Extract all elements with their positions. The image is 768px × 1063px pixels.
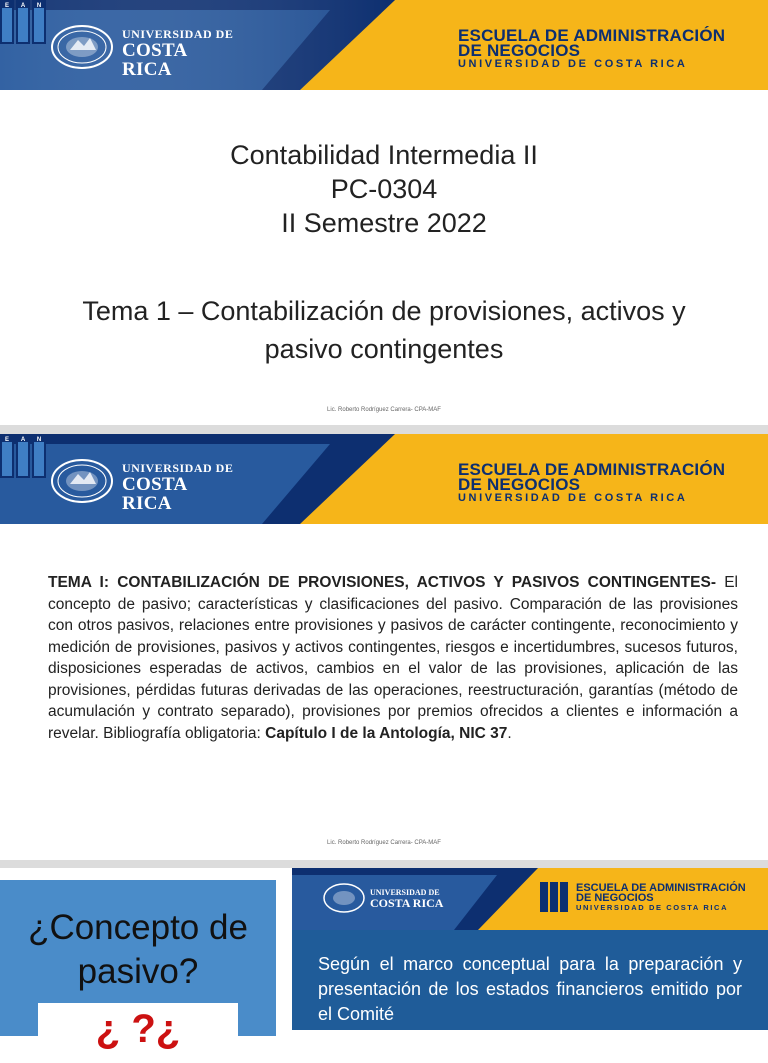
ean-line2: DE NEGOCIOS: [458, 41, 581, 60]
ean-line3: UNIVERSIDAD DE COSTA RICA: [458, 492, 688, 504]
header-banner-small: [292, 868, 768, 930]
question-line2: pasivo?: [77, 952, 199, 991]
ean-line1-small: ESCUELA DE ADMINISTRACIÓN: [576, 882, 746, 894]
ucr-line2-small: COSTA RICA: [370, 896, 444, 910]
ean-line2-small: DE NEGOCIOS: [576, 892, 654, 904]
ucr-logo: [50, 458, 240, 514]
definition-panel: [292, 930, 768, 1030]
slide-liability-concept: [0, 868, 768, 1051]
ucr-line1: UNIVERSIDAD DE: [122, 27, 234, 41]
ean-letter-a: A: [20, 3, 26, 9]
slide2-footer: Lic. Roberto Rodríguez Carrera- CPA-MAF: [327, 840, 441, 846]
ucr-logo: [50, 24, 240, 80]
ucr-wordmark: [122, 28, 240, 79]
banner-background: [292, 868, 768, 930]
ean-letter-n: N: [36, 437, 42, 443]
slide-title: [0, 0, 768, 425]
question-line1: ¿Concepto de: [28, 908, 248, 947]
course-name: Contabilidad Intermedia II: [230, 140, 538, 170]
ean-wordmark: [458, 461, 725, 504]
question-marks-box: [38, 1003, 238, 1063]
ean-logo-icon: [540, 882, 548, 912]
course-semester: II Semestre 2022: [281, 208, 487, 238]
slide-separator: [0, 425, 768, 434]
ucr-line2: COSTA RICA: [122, 40, 187, 80]
ean-logo-icon: [0, 0, 46, 44]
ean-line1: ESCUELA DE ADMINISTRACIÓN: [458, 460, 726, 479]
definition-text: Según el marco conceptual para la preparación y presentación de los estados financieros emitido por el Comité: [318, 954, 742, 1024]
ean-letter-e: E: [4, 437, 10, 443]
syllabus-heading: TEMA I: CONTABILIZACIÓN DE PROVISIONES, ACTIVOS Y PASIVOS CONTINGENTES-: [48, 574, 716, 591]
ean-letter-e: E: [4, 3, 10, 9]
ean-wordmark: [458, 27, 725, 70]
syllabus-period: .: [507, 724, 512, 742]
ean-letter-a: A: [20, 437, 26, 443]
ean-letter-n: N: [36, 3, 42, 9]
ean-logo-icon: [0, 434, 46, 478]
question-text: [0, 906, 276, 994]
syllabus-paragraph: [48, 572, 738, 744]
header-banner: [0, 0, 768, 90]
ucr-line1-small: UNIVERSIDAD DE: [370, 888, 440, 897]
ean-line3: UNIVERSIDAD DE COSTA RICA: [458, 58, 688, 70]
ucr-seal-icon: [50, 24, 114, 70]
ucr-wordmark: [122, 462, 240, 513]
ucr-line1: UNIVERSIDAD DE: [122, 461, 234, 475]
ean-line3-small: UNIVERSIDAD DE COSTA RICA: [576, 903, 729, 912]
course-title-block: [0, 138, 768, 240]
topic-title: Tema 1 – Contabilización de provisiones, activos y pasivo contingentes: [82, 296, 686, 364]
ean-line2: DE NEGOCIOS: [458, 475, 581, 494]
syllabus-body: El concepto de pasivo; características y clasificaciones del pasivo. Comparación de las provisiones con otros pasivos, relaciones entre provisiones y pasivos de carácter contingente, reconocimiento y medición de provisiones, pasivos y activos contingentes, riesgos e incertidumbres, sucesos futuros, disposiciones esperadas de activos, cambios en el valor de las provisiones, aplicación de las provisiones, pérdidas futuras derivadas de las operaciones, reestructuración, garantías (método de acumulación y contrato separado), provisiones por premios ofrecidos a clientes e información a revelar. Bibliografía obligatoria:: [48, 574, 738, 742]
ean-line1: ESCUELA DE ADMINISTRACIÓN: [458, 26, 726, 45]
slide1-footer: Lic. Roberto Rodríguez Carrera- CPA-MAF: [327, 407, 441, 413]
ucr-line2: COSTA RICA: [122, 474, 187, 514]
header-banner: [0, 434, 768, 524]
red-question-marks: ¿ ?¿: [95, 1007, 181, 1051]
course-code: PC-0304: [330, 174, 438, 204]
ucr-seal-icon: [50, 458, 114, 504]
slide-syllabus: [0, 434, 768, 860]
syllabus-bibliography: Capítulo I de la Antología, NIC 37: [265, 724, 508, 742]
slide-separator: [0, 860, 768, 868]
question-panel: [0, 880, 276, 1051]
